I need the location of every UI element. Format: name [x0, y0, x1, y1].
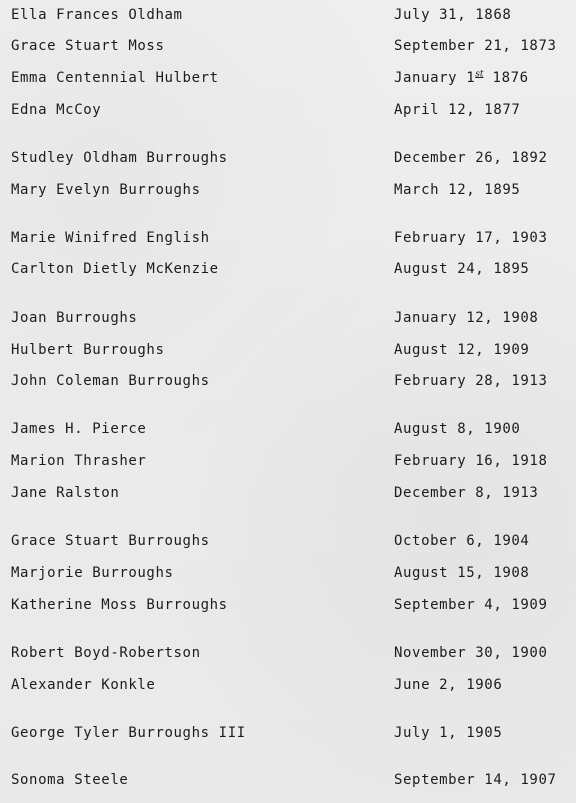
birth-date: November 30, 1900	[394, 645, 548, 661]
birth-date: February 17, 1903	[394, 230, 548, 246]
person-name: Marie Winifred English	[11, 230, 210, 246]
list-item	[0, 481, 576, 505]
list-item	[0, 257, 576, 281]
date-part: January 1	[394, 70, 476, 86]
list-item	[0, 369, 576, 393]
list-item	[0, 721, 576, 745]
birth-date: August 15, 1908	[394, 565, 530, 581]
list-item	[0, 529, 576, 553]
list-item	[0, 98, 576, 122]
birth-date	[394, 66, 529, 90]
birth-date: July 1, 1905	[394, 725, 503, 741]
birth-date: August 12, 1909	[394, 342, 530, 358]
birth-date: September 4, 1909	[394, 597, 548, 613]
birth-date: December 26, 1892	[394, 150, 548, 166]
person-name: Marjorie Burroughs	[11, 565, 174, 581]
person-name: Sonoma Steele	[11, 772, 129, 788]
person-name: Marion Thrasher	[11, 453, 147, 469]
list-item	[0, 3, 576, 27]
person-name: Studley Oldham Burroughs	[11, 150, 228, 166]
birth-date: February 16, 1918	[394, 453, 548, 469]
list-item	[0, 226, 576, 250]
list-item	[0, 178, 576, 202]
person-name: Mary Evelyn Burroughs	[11, 182, 201, 198]
birth-date: March 12, 1895	[394, 182, 521, 198]
birth-date: July 31, 1868	[394, 7, 512, 23]
birth-date: February 28, 1913	[394, 373, 548, 389]
person-name: James H. Pierce	[11, 421, 147, 437]
person-name: Robert Boyd-Robertson	[11, 645, 201, 661]
list-item	[0, 768, 576, 792]
list-item	[0, 641, 576, 665]
list-item	[0, 306, 576, 330]
birth-date: June 2, 1906	[394, 677, 503, 693]
person-name: Carlton Dietly McKenzie	[11, 261, 219, 277]
person-name: Jane Ralston	[11, 485, 120, 501]
list-item	[0, 146, 576, 170]
person-name: Joan Burroughs	[11, 310, 138, 326]
list-item	[0, 673, 576, 697]
person-name: Grace Stuart Moss	[11, 38, 165, 54]
list-item	[0, 593, 576, 617]
person-name: Grace Stuart Burroughs	[11, 533, 210, 549]
birth-date: September 21, 1873	[394, 38, 557, 54]
birth-date: April 12, 1877	[394, 102, 521, 118]
birth-date: December 8, 1913	[394, 485, 539, 501]
birth-date: September 14, 1907	[394, 772, 557, 788]
date-part: 1876	[483, 70, 529, 86]
handwritten-ordinal: st	[475, 69, 484, 80]
person-name: Alexander Konkle	[11, 677, 156, 693]
birth-date: January 12, 1908	[394, 310, 539, 326]
person-name: Emma Centennial Hulbert	[11, 70, 219, 86]
list-item	[0, 449, 576, 473]
list-item	[0, 34, 576, 58]
birth-date: August 24, 1895	[394, 261, 530, 277]
list-item	[0, 66, 576, 90]
birth-date: October 6, 1904	[394, 533, 530, 549]
person-name: George Tyler Burroughs III	[11, 725, 246, 741]
person-name: John Coleman Burroughs	[11, 373, 210, 389]
list-item	[0, 417, 576, 441]
person-name: Ella Frances Oldham	[11, 7, 183, 23]
person-name: Katherine Moss Burroughs	[11, 597, 228, 613]
list-item	[0, 561, 576, 585]
list-item	[0, 338, 576, 362]
person-name: Edna McCoy	[11, 102, 102, 118]
birth-date: August 8, 1900	[394, 421, 521, 437]
person-name: Hulbert Burroughs	[11, 342, 165, 358]
